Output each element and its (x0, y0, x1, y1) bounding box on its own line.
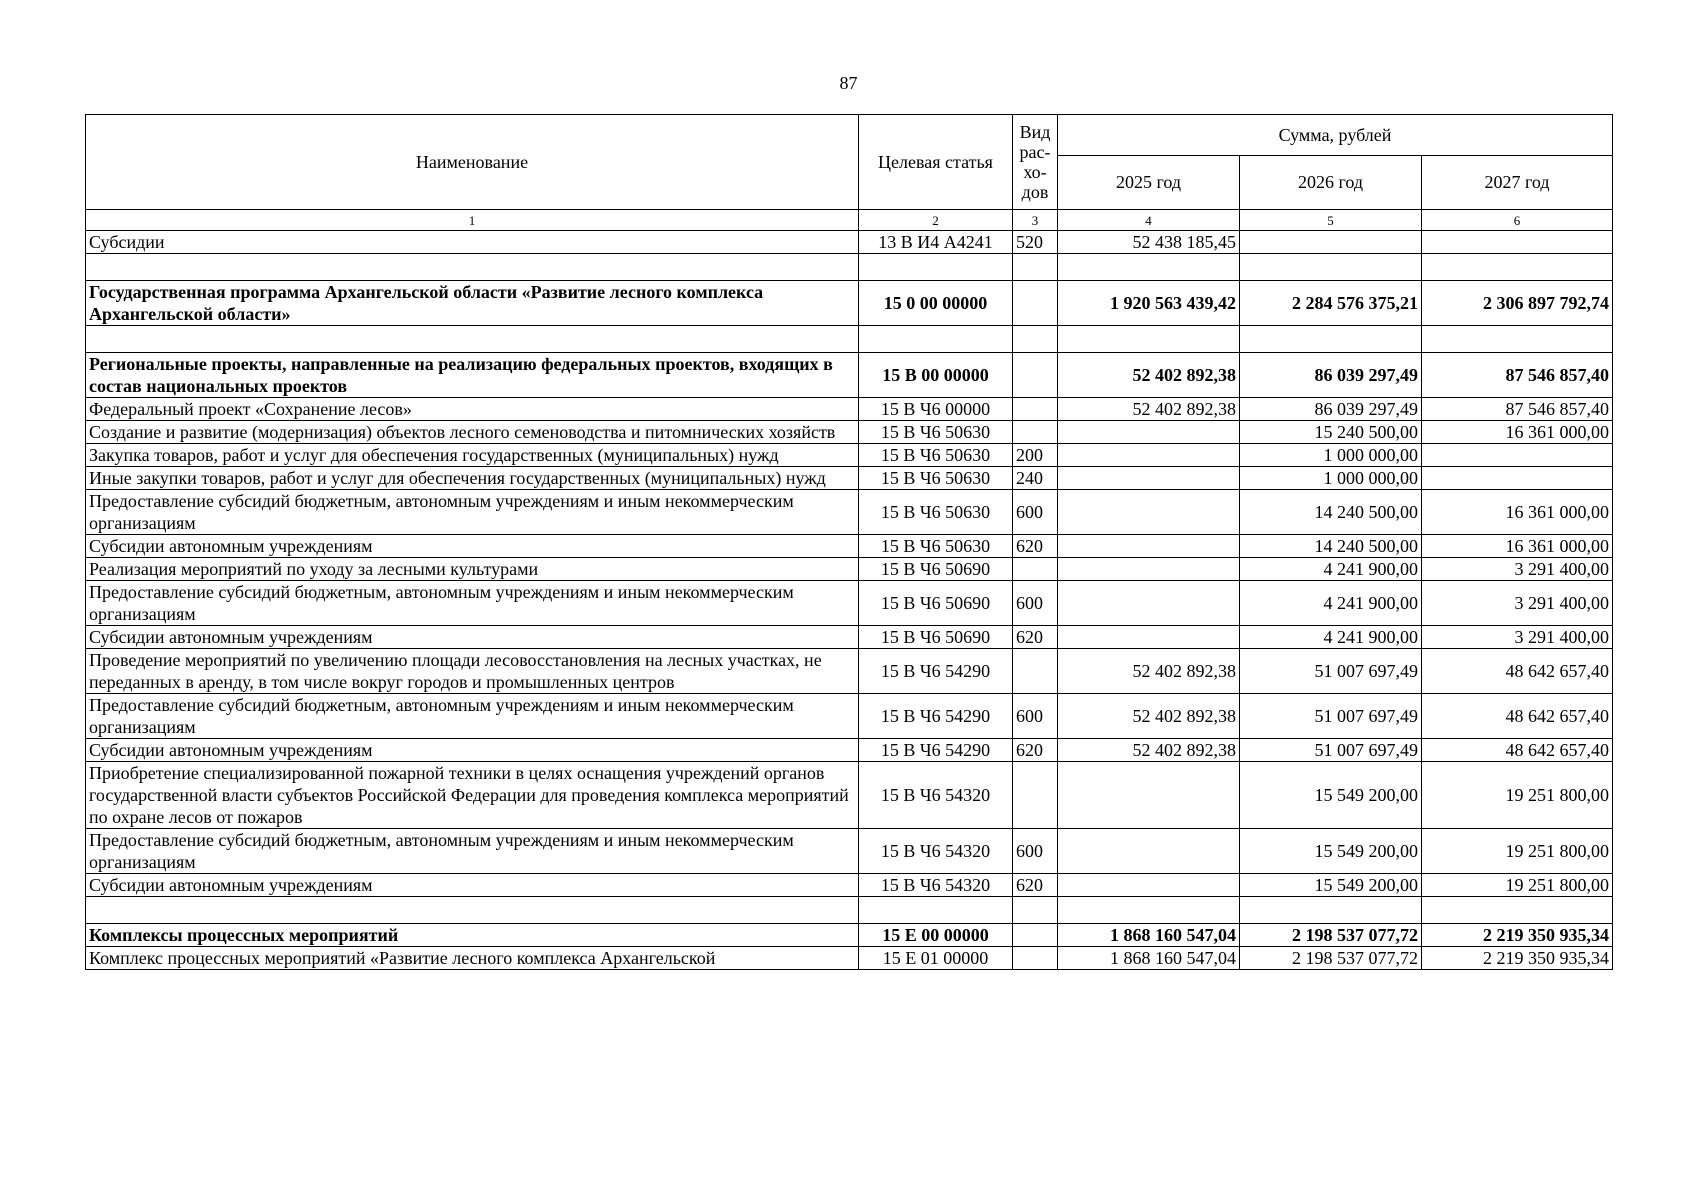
row-target-article: 15 В Ч6 54290 (859, 649, 1013, 694)
table-row (86, 649, 1613, 694)
table-row (86, 874, 1613, 897)
row-expense-type: 620 (1013, 535, 1058, 558)
row-sum-2025 (1058, 558, 1240, 581)
table-row (86, 421, 1613, 444)
row-expense-type: 620 (1013, 626, 1058, 649)
row-sum-2026: 15 549 200,00 (1240, 829, 1422, 874)
row-sum-2027 (1422, 467, 1613, 490)
row-name: Субсидии (86, 231, 859, 254)
row-target-article: 15 В Ч6 50690 (859, 626, 1013, 649)
row-target-article: 15 В Ч6 50630 (859, 535, 1013, 558)
row-sum-2026: 4 241 900,00 (1240, 626, 1422, 649)
row-sum-2027: 48 642 657,40 (1422, 739, 1613, 762)
row-sum-2025: 52 402 892,38 (1058, 694, 1240, 739)
row-sum-2027: 19 251 800,00 (1422, 829, 1613, 874)
row-name: Предоставление субсидий бюджетным, автономным учреждениям и иным некоммерческим организациям (86, 829, 859, 874)
row-expense-type: 600 (1013, 490, 1058, 535)
row-sum-2027 (1422, 231, 1613, 254)
table-row (86, 535, 1613, 558)
row-target-article: 15 Е 00 00000 (859, 924, 1013, 947)
row-sum-2026: 51 007 697,49 (1240, 694, 1422, 739)
row-target-article (859, 897, 1013, 924)
table-row (86, 897, 1613, 924)
row-sum-2025 (1058, 897, 1240, 924)
row-sum-2025: 52 402 892,38 (1058, 353, 1240, 398)
row-expense-type: 600 (1013, 694, 1058, 739)
row-sum-2025: 1 868 160 547,04 (1058, 947, 1240, 970)
row-sum-2026: 15 549 200,00 (1240, 874, 1422, 897)
table-row (86, 694, 1613, 739)
row-sum-2026: 15 240 500,00 (1240, 421, 1422, 444)
row-sum-2026: 1 000 000,00 (1240, 444, 1422, 467)
row-sum-2026: 2 198 537 077,72 (1240, 924, 1422, 947)
row-name: Закупка товаров, работ и услуг для обеспечения государственных (муниципальных) нужд (86, 444, 859, 467)
row-sum-2026 (1240, 897, 1422, 924)
row-target-article: 15 0 00 00000 (859, 281, 1013, 326)
column-number: 3 (1013, 210, 1058, 231)
row-name: Реализация мероприятий по уходу за лесными культурами (86, 558, 859, 581)
row-expense-type: 600 (1013, 829, 1058, 874)
row-target-article: 15 В Ч6 54290 (859, 739, 1013, 762)
row-sum-2025: 52 402 892,38 (1058, 398, 1240, 421)
row-sum-2025 (1058, 874, 1240, 897)
row-name: Комплексы процессных мероприятий (86, 924, 859, 947)
header-year-2027: 2027 год (1422, 156, 1613, 210)
table-row (86, 254, 1613, 281)
row-sum-2027: 19 251 800,00 (1422, 874, 1613, 897)
column-number: 1 (86, 210, 859, 231)
column-number-row (86, 210, 1613, 231)
row-name: Создание и развитие (модернизация) объектов лесного семеноводства и питомнических хозяйств (86, 421, 859, 444)
header-row (86, 115, 1613, 156)
header-year-2026: 2026 год (1240, 156, 1422, 210)
row-expense-type: 200 (1013, 444, 1058, 467)
row-expense-type: 620 (1013, 739, 1058, 762)
row-sum-2027: 87 546 857,40 (1422, 398, 1613, 421)
row-sum-2026: 14 240 500,00 (1240, 490, 1422, 535)
row-sum-2026: 4 241 900,00 (1240, 581, 1422, 626)
header-sum: Сумма, рублей (1058, 115, 1613, 156)
row-sum-2026 (1240, 326, 1422, 353)
row-target-article: 13 В И4 А4241 (859, 231, 1013, 254)
table-row (86, 947, 1613, 970)
row-sum-2027: 3 291 400,00 (1422, 581, 1613, 626)
row-sum-2027: 2 306 897 792,74 (1422, 281, 1613, 326)
row-sum-2027 (1422, 897, 1613, 924)
row-sum-2026: 1 000 000,00 (1240, 467, 1422, 490)
row-name: Субсидии автономным учреждениям (86, 739, 859, 762)
row-sum-2025 (1058, 829, 1240, 874)
row-sum-2027 (1422, 326, 1613, 353)
row-sum-2027: 2 219 350 935,34 (1422, 947, 1613, 970)
row-expense-type (1013, 326, 1058, 353)
table-row (86, 490, 1613, 535)
row-expense-type (1013, 558, 1058, 581)
row-expense-type (1013, 398, 1058, 421)
table-row (86, 467, 1613, 490)
row-expense-type (1013, 254, 1058, 281)
row-expense-type (1013, 421, 1058, 444)
row-expense-type (1013, 353, 1058, 398)
row-target-article: 15 В Ч6 50630 (859, 421, 1013, 444)
row-sum-2025 (1058, 326, 1240, 353)
table-row (86, 398, 1613, 421)
table-row (86, 626, 1613, 649)
table-row (86, 739, 1613, 762)
row-target-article: 15 В Ч6 50630 (859, 444, 1013, 467)
table-row (86, 326, 1613, 353)
row-sum-2027: 87 546 857,40 (1422, 353, 1613, 398)
header-target-article: Целевая статья (859, 115, 1013, 210)
row-sum-2025 (1058, 762, 1240, 829)
row-name: Комплекс процессных мероприятий «Развитие лесного комплекса Архангельской (86, 947, 859, 970)
row-name: Субсидии автономным учреждениям (86, 535, 859, 558)
row-expense-type (1013, 947, 1058, 970)
row-name: Проведение мероприятий по увеличению площади лесовосстановления на лесных участках, не переданных в аренду, в том числе вокруг городов и промышленных центров (86, 649, 859, 694)
row-expense-type (1013, 649, 1058, 694)
row-sum-2027: 48 642 657,40 (1422, 694, 1613, 739)
row-name (86, 897, 859, 924)
row-sum-2027: 2 219 350 935,34 (1422, 924, 1613, 947)
column-number: 4 (1058, 210, 1240, 231)
row-expense-type: 620 (1013, 874, 1058, 897)
row-name: Приобретение специализированной пожарной техники в целях оснащения учреждений органов государственной власти субъектов Российской Федерации для проведения комплекса мероприятий по охране лесов от пожаров (86, 762, 859, 829)
row-target-article (859, 326, 1013, 353)
row-sum-2025 (1058, 535, 1240, 558)
header-name: Наименование (86, 115, 859, 210)
row-expense-type (1013, 924, 1058, 947)
row-sum-2025 (1058, 254, 1240, 281)
row-sum-2027: 16 361 000,00 (1422, 421, 1613, 444)
row-sum-2027: 16 361 000,00 (1422, 490, 1613, 535)
row-name: Иные закупки товаров, работ и услуг для обеспечения государственных (муниципальных) нужд (86, 467, 859, 490)
row-target-article: 15 В Ч6 54320 (859, 829, 1013, 874)
row-target-article: 15 В Ч6 54290 (859, 694, 1013, 739)
table-row (86, 231, 1613, 254)
column-number: 5 (1240, 210, 1422, 231)
row-target-article: 15 В Ч6 50690 (859, 558, 1013, 581)
row-target-article: 15 В Ч6 50630 (859, 467, 1013, 490)
row-sum-2026: 51 007 697,49 (1240, 739, 1422, 762)
row-target-article: 15 В Ч6 50630 (859, 490, 1013, 535)
row-sum-2027: 48 642 657,40 (1422, 649, 1613, 694)
row-sum-2026: 51 007 697,49 (1240, 649, 1422, 694)
row-sum-2026: 4 241 900,00 (1240, 558, 1422, 581)
row-expense-type: 240 (1013, 467, 1058, 490)
row-sum-2026 (1240, 231, 1422, 254)
row-name (86, 254, 859, 281)
row-expense-type: 520 (1013, 231, 1058, 254)
row-name: Федеральный проект «Сохранение лесов» (86, 398, 859, 421)
row-sum-2025: 52 438 185,45 (1058, 231, 1240, 254)
row-sum-2025: 1 920 563 439,42 (1058, 281, 1240, 326)
row-sum-2025: 1 868 160 547,04 (1058, 924, 1240, 947)
row-sum-2026: 2 198 537 077,72 (1240, 947, 1422, 970)
row-sum-2026: 2 284 576 375,21 (1240, 281, 1422, 326)
row-name: Предоставление субсидий бюджетным, автономным учреждениям и иным некоммерческим организациям (86, 581, 859, 626)
row-expense-type (1013, 762, 1058, 829)
table-row (86, 581, 1613, 626)
row-target-article: 15 Е 01 00000 (859, 947, 1013, 970)
row-name: Субсидии автономным учреждениям (86, 874, 859, 897)
row-target-article: 15 В Ч6 50690 (859, 581, 1013, 626)
row-name: Государственная программа Архангельской области «Развитие лесного комплекса Архангельской области» (86, 281, 859, 326)
column-number: 2 (859, 210, 1013, 231)
page-number: 87 (839, 73, 858, 93)
row-name: Субсидии автономным учреждениям (86, 626, 859, 649)
row-sum-2025 (1058, 421, 1240, 444)
row-sum-2025: 52 402 892,38 (1058, 649, 1240, 694)
row-sum-2027 (1422, 254, 1613, 281)
row-target-article: 15 В Ч6 00000 (859, 398, 1013, 421)
row-name (86, 326, 859, 353)
table-row (86, 353, 1613, 398)
row-name: Региональные проекты, направленные на реализацию федеральных проектов, входящих в состав национальных проектов (86, 353, 859, 398)
row-sum-2027: 3 291 400,00 (1422, 558, 1613, 581)
row-target-article (859, 254, 1013, 281)
row-target-article: 15 В Ч6 54320 (859, 762, 1013, 829)
row-sum-2026 (1240, 254, 1422, 281)
row-sum-2025 (1058, 581, 1240, 626)
row-expense-type: 600 (1013, 581, 1058, 626)
row-target-article: 15 В 00 00000 (859, 353, 1013, 398)
row-sum-2025 (1058, 490, 1240, 535)
column-number: 6 (1422, 210, 1613, 231)
table-row (86, 924, 1613, 947)
table-row (86, 281, 1613, 326)
row-sum-2027 (1422, 444, 1613, 467)
table-row (86, 829, 1613, 874)
row-sum-2026: 15 549 200,00 (1240, 762, 1422, 829)
table-row (86, 762, 1613, 829)
row-expense-type (1013, 281, 1058, 326)
row-sum-2025 (1058, 444, 1240, 467)
budget-table (85, 114, 1613, 970)
row-expense-type (1013, 897, 1058, 924)
row-sum-2026: 86 039 297,49 (1240, 353, 1422, 398)
header-expense-type: Вид рас- хо- дов (1013, 115, 1058, 210)
row-name: Предоставление субсидий бюджетным, автономным учреждениям и иным некоммерческим организациям (86, 694, 859, 739)
row-sum-2025 (1058, 626, 1240, 649)
row-sum-2026: 86 039 297,49 (1240, 398, 1422, 421)
row-sum-2027: 16 361 000,00 (1422, 535, 1613, 558)
row-name: Предоставление субсидий бюджетным, автономным учреждениям и иным некоммерческим организациям (86, 490, 859, 535)
table-row (86, 558, 1613, 581)
table-row (86, 444, 1613, 467)
row-sum-2027: 19 251 800,00 (1422, 762, 1613, 829)
row-sum-2025: 52 402 892,38 (1058, 739, 1240, 762)
row-sum-2026: 14 240 500,00 (1240, 535, 1422, 558)
row-target-article: 15 В Ч6 54320 (859, 874, 1013, 897)
row-sum-2027: 3 291 400,00 (1422, 626, 1613, 649)
header-year-2025: 2025 год (1058, 156, 1240, 210)
row-sum-2025 (1058, 467, 1240, 490)
